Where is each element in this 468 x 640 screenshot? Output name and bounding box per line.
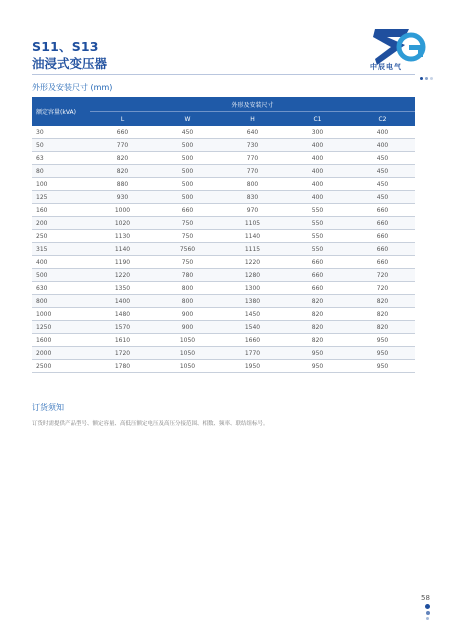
order-notice-title: 订货须知 [32, 403, 64, 412]
dimension-cell: 820 [90, 152, 155, 165]
capacity-cell: 2500 [32, 360, 90, 373]
dimension-cell: 400 [285, 191, 350, 204]
table-row [32, 217, 415, 230]
dimension-cell: 820 [350, 321, 415, 334]
capacity-cell: 500 [32, 269, 90, 282]
dimension-cell: 500 [155, 152, 220, 165]
capacity-cell: 315 [32, 243, 90, 256]
table-row [32, 269, 415, 282]
table-row [32, 360, 415, 373]
dimension-cell: 800 [155, 295, 220, 308]
table-row [32, 334, 415, 347]
capacity-cell: 80 [32, 165, 90, 178]
table-row [32, 191, 415, 204]
dimension-cell: 550 [285, 243, 350, 256]
dimension-cell: 1105 [220, 217, 285, 230]
dimension-cell: 820 [350, 308, 415, 321]
dimension-cell: 1050 [155, 334, 220, 347]
dimension-cell: 800 [220, 178, 285, 191]
capacity-cell: 1250 [32, 321, 90, 334]
dimension-cell: 970 [220, 204, 285, 217]
table-row [32, 321, 415, 334]
dimension-cell: 780 [155, 269, 220, 282]
dimension-cell: 950 [350, 360, 415, 373]
capacity-header: 额定容量(kVA) [32, 97, 90, 126]
table-row [32, 126, 415, 139]
dimension-cell: 400 [285, 178, 350, 191]
dimension-cell: 660 [90, 126, 155, 139]
dimension-cell: 7560 [155, 243, 220, 256]
dimension-cell: 400 [285, 165, 350, 178]
dimension-cell: 950 [350, 334, 415, 347]
table-body [32, 126, 415, 373]
capacity-cell: 63 [32, 152, 90, 165]
dimension-cell: 950 [285, 360, 350, 373]
dimension-cell: 770 [220, 165, 285, 178]
dimension-cell: 1050 [155, 360, 220, 373]
dimension-cell: 1190 [90, 256, 155, 269]
dimension-cell: 730 [220, 139, 285, 152]
table-row [32, 152, 415, 165]
dimension-cell: 1220 [90, 269, 155, 282]
dimension-cell: 1780 [90, 360, 155, 373]
dimension-cell: 450 [350, 165, 415, 178]
dimensions-section-title: 外形及安装尺寸 (mm) [32, 83, 113, 92]
dimension-cell: 660 [350, 256, 415, 269]
dimension-cell: 660 [285, 256, 350, 269]
dimensions-group-header: 外形及安装尺寸 [90, 97, 415, 112]
dimension-cell: 770 [220, 152, 285, 165]
table-row [32, 243, 415, 256]
table-row [32, 347, 415, 360]
capacity-cell: 100 [32, 178, 90, 191]
capacity-cell: 50 [32, 139, 90, 152]
product-model: S11、S13 [32, 39, 99, 54]
dimensions-table [32, 97, 415, 373]
capacity-cell: 200 [32, 217, 90, 230]
logo-text: 中辰电气 [370, 63, 402, 71]
dimension-cell: 820 [90, 165, 155, 178]
capacity-cell: 400 [32, 256, 90, 269]
page-dots [425, 604, 430, 622]
table-row [32, 256, 415, 269]
dimension-cell: 500 [155, 139, 220, 152]
dimension-cell: 660 [350, 204, 415, 217]
capacity-cell: 125 [32, 191, 90, 204]
capacity-cell: 1000 [32, 308, 90, 321]
column-header-w: W [155, 112, 220, 127]
dimension-cell: 500 [155, 191, 220, 204]
dimension-cell: 1380 [220, 295, 285, 308]
dimension-cell: 660 [285, 269, 350, 282]
capacity-cell: 1600 [32, 334, 90, 347]
capacity-cell: 630 [32, 282, 90, 295]
table-row [32, 308, 415, 321]
dimension-cell: 1140 [90, 243, 155, 256]
dimension-cell: 1300 [220, 282, 285, 295]
column-header-l: L [90, 112, 155, 127]
dimension-cell: 660 [350, 217, 415, 230]
dimension-cell: 1050 [155, 347, 220, 360]
dimension-cell: 450 [350, 152, 415, 165]
dimension-cell: 800 [155, 282, 220, 295]
dimension-cell: 900 [155, 308, 220, 321]
dimension-cell: 1220 [220, 256, 285, 269]
dimension-cell: 750 [155, 230, 220, 243]
dimension-cell: 1570 [90, 321, 155, 334]
capacity-cell: 30 [32, 126, 90, 139]
dimension-cell: 660 [350, 243, 415, 256]
dimension-cell: 930 [90, 191, 155, 204]
dimension-cell: 660 [285, 282, 350, 295]
dimension-cell: 550 [285, 204, 350, 217]
dimension-cell: 830 [220, 191, 285, 204]
table-row [32, 230, 415, 243]
dimension-cell: 1610 [90, 334, 155, 347]
dimension-cell: 1770 [220, 347, 285, 360]
table-row [32, 204, 415, 217]
dimension-cell: 550 [285, 217, 350, 230]
dimension-cell: 300 [285, 126, 350, 139]
dimension-cell: 820 [285, 295, 350, 308]
table-row [32, 178, 415, 191]
dimension-cell: 1000 [90, 204, 155, 217]
dimension-cell: 1280 [220, 269, 285, 282]
dimension-cell: 900 [155, 321, 220, 334]
table-row [32, 165, 415, 178]
dimension-cell: 1350 [90, 282, 155, 295]
dimension-cell: 450 [350, 178, 415, 191]
capacity-cell: 250 [32, 230, 90, 243]
dimension-cell: 500 [155, 178, 220, 191]
dimension-cell: 400 [285, 152, 350, 165]
dimension-cell: 880 [90, 178, 155, 191]
dimension-cell: 1020 [90, 217, 155, 230]
dimension-cell: 1130 [90, 230, 155, 243]
product-name: 油浸式变压器 [32, 56, 108, 71]
header-divider [32, 74, 415, 75]
dimension-cell: 400 [350, 139, 415, 152]
column-header-c2: C2 [350, 112, 415, 127]
dimension-cell: 640 [220, 126, 285, 139]
dimension-cell: 400 [285, 139, 350, 152]
dimension-cell: 1115 [220, 243, 285, 256]
capacity-cell: 2000 [32, 347, 90, 360]
dimension-cell: 1660 [220, 334, 285, 347]
dimension-cell: 660 [155, 204, 220, 217]
dimension-cell: 820 [350, 295, 415, 308]
dimension-cell: 750 [155, 256, 220, 269]
dimension-cell: 720 [350, 282, 415, 295]
dimension-cell: 820 [285, 334, 350, 347]
page-number: 58 [421, 594, 430, 602]
logo-dots [418, 65, 433, 84]
table-row [32, 295, 415, 308]
dimension-cell: 1540 [220, 321, 285, 334]
dimension-cell: 720 [350, 269, 415, 282]
dimension-cell: 400 [350, 126, 415, 139]
column-header-h: H [220, 112, 285, 127]
dimension-cell: 1480 [90, 308, 155, 321]
capacity-cell: 800 [32, 295, 90, 308]
dimension-cell: 450 [155, 126, 220, 139]
dimension-cell: 1140 [220, 230, 285, 243]
dimension-cell: 950 [285, 347, 350, 360]
dimension-cell: 550 [285, 230, 350, 243]
dimension-cell: 770 [90, 139, 155, 152]
order-notice-text: 订货时需提供产品型号、额定容量、高低压额定电压及高压分接范围、相数、频率、联结组标号。 [32, 421, 269, 427]
dimension-cell: 660 [350, 230, 415, 243]
dimension-cell: 750 [155, 217, 220, 230]
dimension-cell: 1400 [90, 295, 155, 308]
dimension-cell: 820 [285, 308, 350, 321]
dimension-cell: 1950 [220, 360, 285, 373]
dimension-cell: 1450 [220, 308, 285, 321]
dimension-cell: 450 [350, 191, 415, 204]
capacity-cell: 160 [32, 204, 90, 217]
column-header-c1: C1 [285, 112, 350, 127]
table-row [32, 139, 415, 152]
dimension-cell: 950 [350, 347, 415, 360]
dimension-cell: 820 [285, 321, 350, 334]
dimension-cell: 1720 [90, 347, 155, 360]
dimension-cell: 500 [155, 165, 220, 178]
table-row [32, 282, 415, 295]
